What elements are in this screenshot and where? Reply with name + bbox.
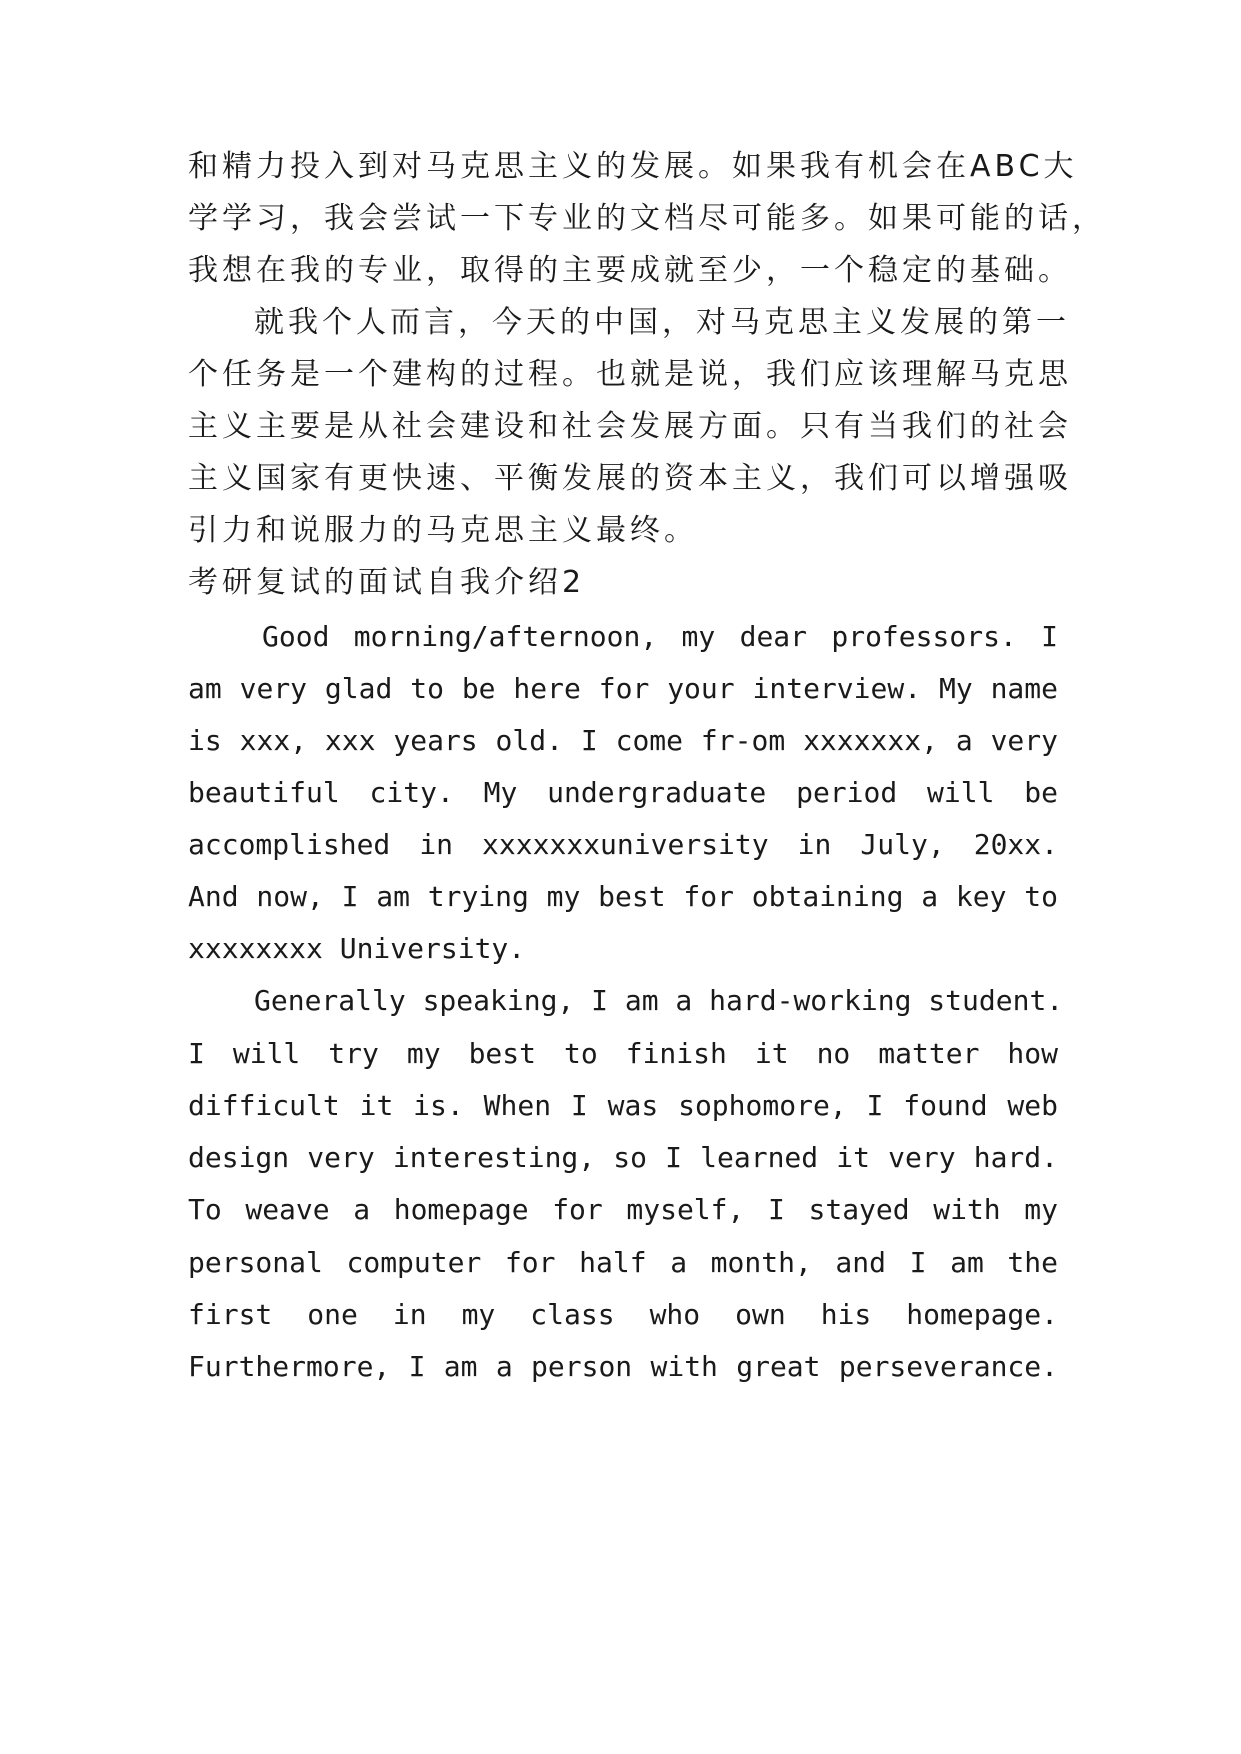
- text-line: 个任务是一个建构的过程。也就是说，我们应该理解马克思: [188, 357, 1072, 392]
- text-line: I will try my best to finish it no matter how: [188, 1037, 1058, 1070]
- text-line: 就我个人而言，今天的中国，对马克思主义发展的第一: [254, 305, 1070, 340]
- text-line: 和精力投入到对马克思主义的发展。如果我有机会在ABC大: [188, 149, 1078, 184]
- text-line: xxxxxxxx University.: [188, 932, 526, 965]
- text-line: To weave a homepage for myself, I stayed with my: [188, 1193, 1058, 1226]
- text-line: am very glad to be here for your interview. My name: [188, 672, 1058, 705]
- text-line: And now, I am trying my best for obtaining a key to: [188, 880, 1058, 913]
- text-line: is xxx, xxx years old. I come fr-om xxxxxxx, a very: [188, 724, 1058, 757]
- text-line: first one in my class who own his homepage.: [188, 1298, 1058, 1331]
- text-line: 主义国家有更快速、平衡发展的资本主义，我们可以增强吸: [188, 461, 1072, 496]
- text-line: beautiful city. My undergraduate period will be: [188, 776, 1058, 809]
- text-line: Generally speaking, I am a hard-working student.: [254, 984, 1064, 1017]
- text-line: 引力和说服力的马克思主义最终。: [188, 513, 698, 548]
- text-line: Good morning/afternoon, my dear professors. I: [262, 620, 1058, 653]
- text-line: design very interesting, so I learned it very hard.: [188, 1141, 1058, 1174]
- text-line: difficult it is. When I was sophomore, I found web: [188, 1089, 1058, 1122]
- text-line: 我想在我的专业，取得的主要成就至少，一个稳定的基础。: [188, 253, 1072, 288]
- text-line: accomplished in xxxxxxxuniversity in July, 20xx.: [188, 828, 1058, 861]
- text-line: 学学习，我会尝试一下专业的文档尽可能多。如果可能的话，: [188, 201, 1106, 236]
- section-heading: 考研复试的面试自我介绍2: [188, 565, 586, 600]
- text-line: 主义主要是从社会建设和社会发展方面。只有当我们的社会: [188, 409, 1072, 444]
- text-line: Furthermore, I am a person with great perseverance.: [188, 1350, 1058, 1383]
- text-line: personal computer for half a month, and I am the: [188, 1246, 1058, 1279]
